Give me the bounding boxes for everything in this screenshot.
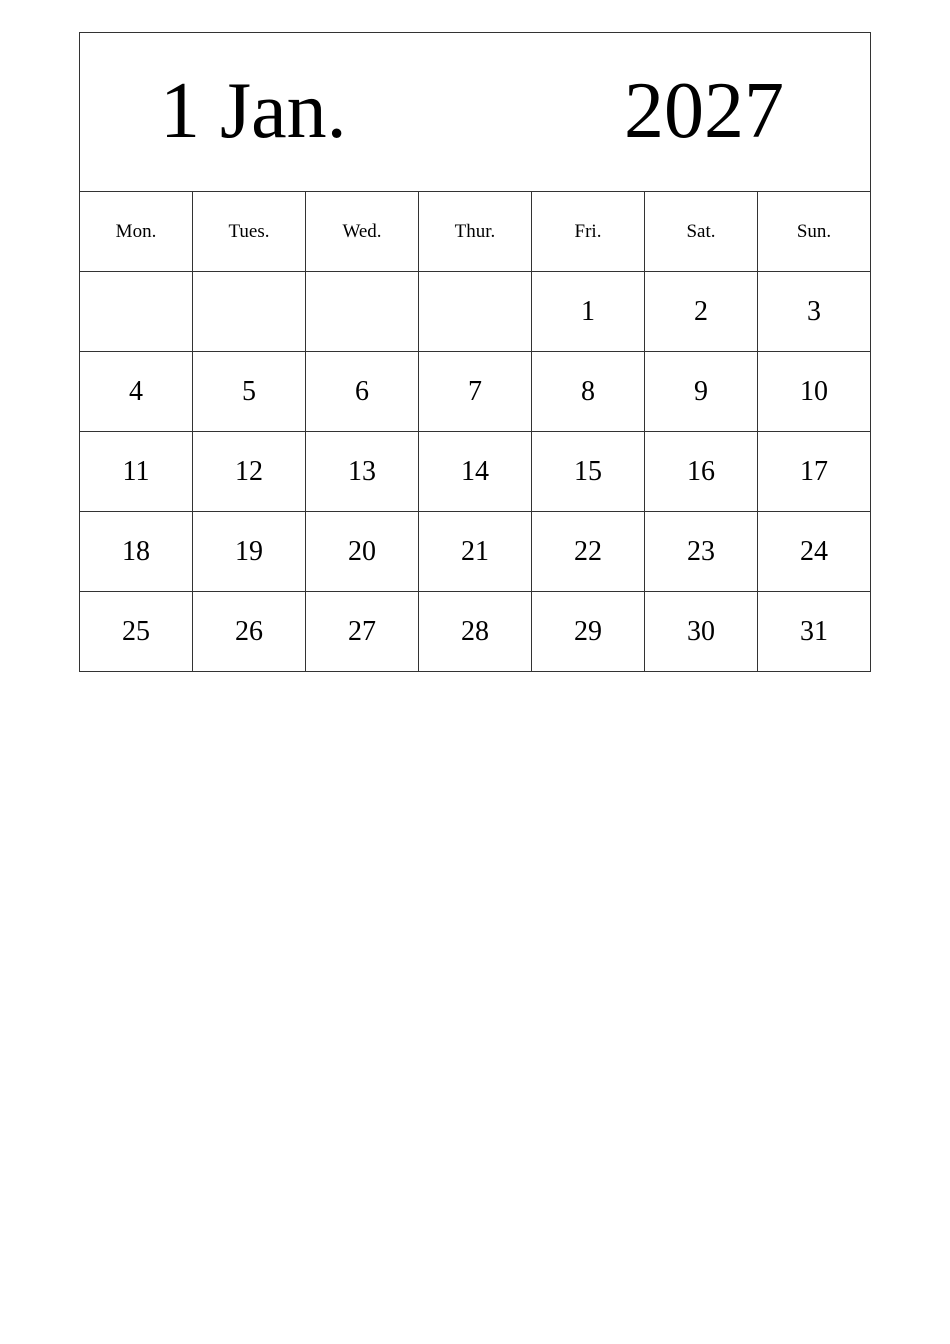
day-cell: 20	[306, 512, 419, 592]
day-cell: 8	[532, 352, 645, 432]
day-cell	[80, 272, 193, 352]
day-cell: 30	[645, 592, 758, 672]
day-cell: 14	[419, 432, 532, 512]
day-cell: 26	[193, 592, 306, 672]
calendar-title	[80, 33, 870, 191]
day-cell: 19	[193, 512, 306, 592]
calendar-header-row	[80, 33, 871, 192]
day-cell: 5	[193, 352, 306, 432]
day-cell: 29	[532, 592, 645, 672]
day-cell: 15	[532, 432, 645, 512]
day-cell: 12	[193, 432, 306, 512]
day-cell	[419, 272, 532, 352]
weekday-tue: Tues.	[193, 192, 306, 272]
weekday-fri: Fri.	[532, 192, 645, 272]
day-cell	[306, 272, 419, 352]
year-label: 2027	[624, 67, 784, 155]
week-row	[80, 272, 871, 352]
day-cell: 31	[758, 592, 871, 672]
day-cell: 23	[645, 512, 758, 592]
day-cell: 21	[419, 512, 532, 592]
week-row	[80, 512, 871, 592]
day-cell: 13	[306, 432, 419, 512]
week-row	[80, 592, 871, 672]
day-cell: 17	[758, 432, 871, 512]
day-cell: 25	[80, 592, 193, 672]
day-cell: 2	[645, 272, 758, 352]
day-cell: 16	[645, 432, 758, 512]
day-cell: 18	[80, 512, 193, 592]
weekday-row	[80, 192, 871, 272]
weekday-thu: Thur.	[419, 192, 532, 272]
month-label: 1 Jan.	[160, 67, 347, 155]
day-cell: 24	[758, 512, 871, 592]
day-cell	[193, 272, 306, 352]
day-cell: 1	[532, 272, 645, 352]
day-cell: 27	[306, 592, 419, 672]
weekday-mon: Mon.	[80, 192, 193, 272]
weekday-sun: Sun.	[758, 192, 871, 272]
day-cell: 22	[532, 512, 645, 592]
day-cell: 11	[80, 432, 193, 512]
day-cell: 9	[645, 352, 758, 432]
day-cell: 4	[80, 352, 193, 432]
calendar-table	[79, 32, 871, 672]
week-row	[80, 432, 871, 512]
weekday-wed: Wed.	[306, 192, 419, 272]
day-cell: 6	[306, 352, 419, 432]
day-cell: 28	[419, 592, 532, 672]
weekday-sat: Sat.	[645, 192, 758, 272]
day-cell: 7	[419, 352, 532, 432]
calendar-title-cell	[80, 33, 871, 192]
day-cell: 10	[758, 352, 871, 432]
day-cell: 3	[758, 272, 871, 352]
week-row	[80, 352, 871, 432]
